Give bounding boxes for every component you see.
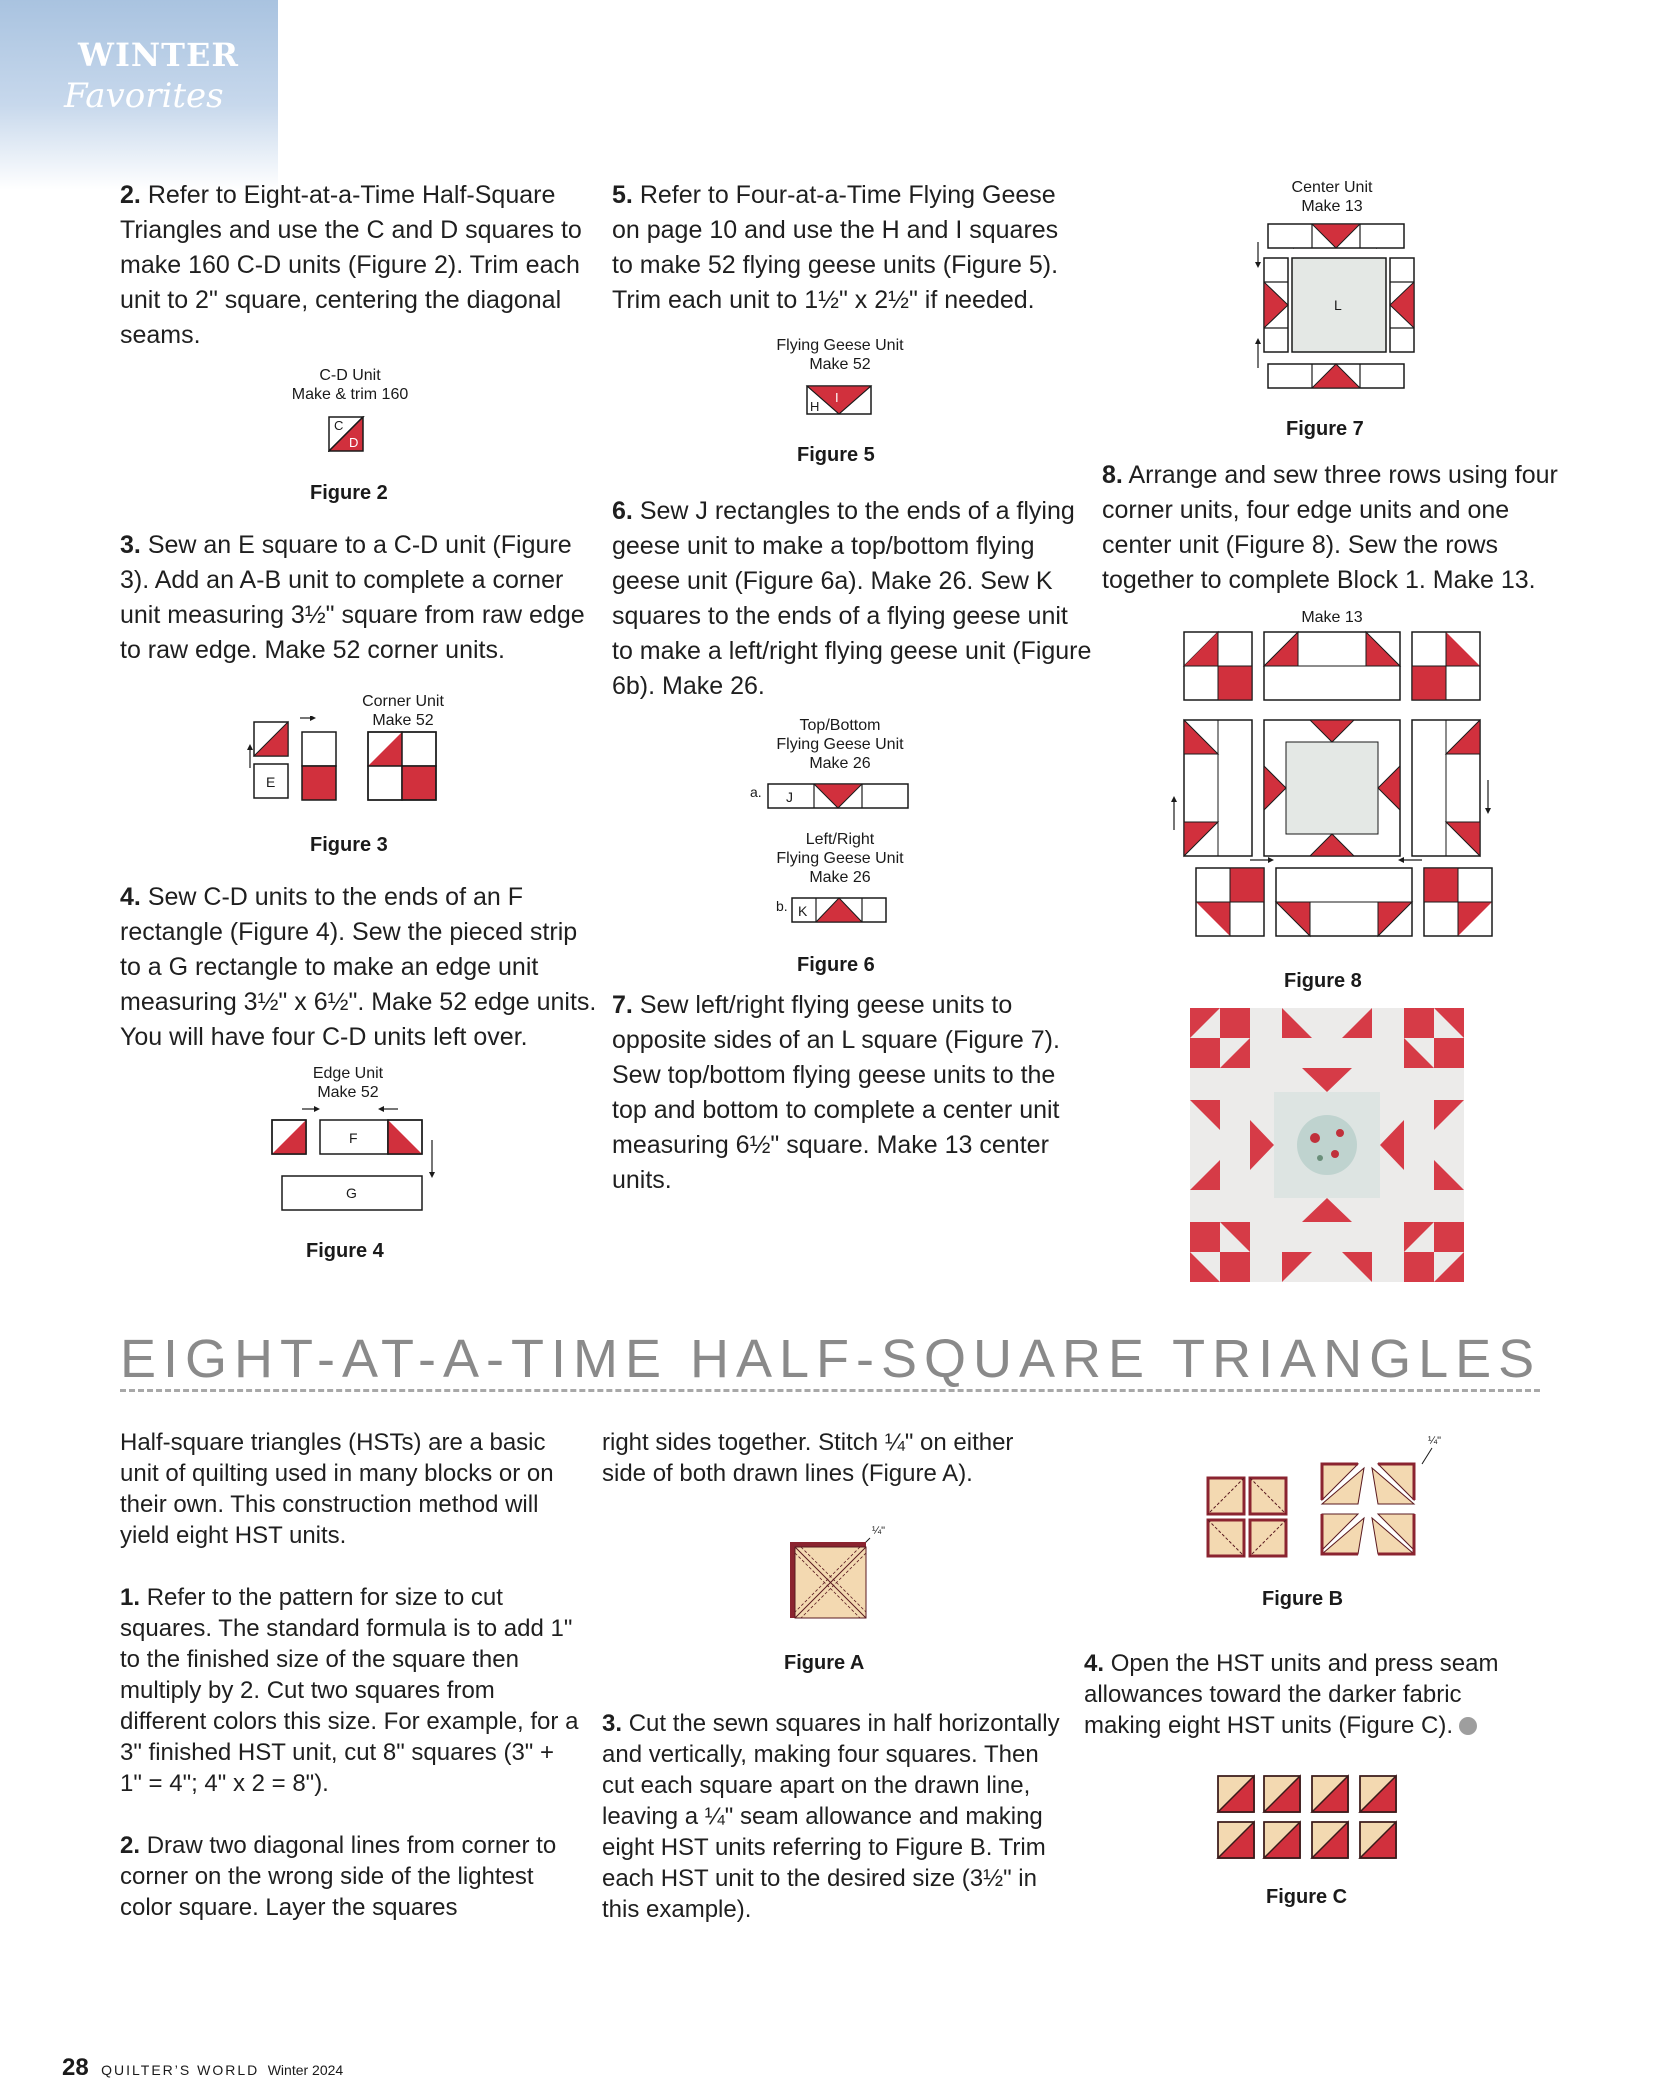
step-4-text: Sew C-D units to the ends of an F rectangle (Figure 4). Sew the pieced strip to a G rectangle to make an edge unit measuring 3½" x 6½". Make 52 edge units. You will have four C-D units left over. [120,883,597,1051]
fig2-label [250,366,450,404]
fig4-g-label: G [346,1185,357,1201]
quilt-block-photo [1190,1008,1464,1282]
fig5-i-label: I [835,390,839,405]
fig4-f-label: F [349,1130,358,1146]
fig7-l-label: L [1334,297,1342,313]
hst-intro: Half-square triangles (HSTs) are a basic unit of quilting used in many blocks or on their own. This construction method will yield eight HST units. [120,1429,554,1549]
fig6b-label [755,830,925,887]
step-4-num: 4. [120,883,141,911]
hst-col-1 [120,1427,582,1923]
issue-date: Winter 2024 [267,2062,344,2078]
step-3 [120,528,600,668]
fig6a-label1: Top/Bottom [799,717,881,734]
fig6a-label [755,716,925,773]
figC-drawing [1216,1774,1402,1864]
fig8-caption: Figure 8 [1284,970,1362,992]
fig3-label1: Corner Unit [362,693,444,710]
hst-step-3-num: 3. [602,1710,623,1737]
hst-step-1-num: 1. [120,1584,141,1611]
fig3-caption: Figure 3 [310,834,388,856]
step-3-num: 3. [120,531,141,559]
fig2-drawing [328,416,370,452]
fig6b-label1: Left/Right [805,831,875,848]
fig7-label1: Center Unit [1291,179,1373,196]
fig7-drawing [1252,218,1416,396]
figB-quarter-label: ¼" [1428,1435,1442,1447]
fig6b-drawing [776,894,890,926]
hst-step-1 [120,1582,582,1799]
fig6b-k-label: K [798,903,808,919]
fig3-drawing [240,716,446,808]
hst-col-2 [602,1427,1062,1489]
step-4 [120,880,600,1055]
step-7-num: 7. [612,991,633,1019]
header-badge [0,0,278,190]
hst-step-4-text: Open the HST units and press seam allowances toward the darker fabric making eight HST units (Figure C). [1084,1650,1499,1739]
hst-step-2-cont: right sides together. Stitch ¼" on either side of both drawn lines (Figure A). [602,1429,1014,1487]
figB-caption: Figure B [1262,1588,1344,1610]
fig6-caption: Figure 6 [797,954,875,976]
end-dot-icon [1459,1717,1477,1735]
step-2-text: Refer to Eight-at-a-Time Half-Square Triangles and use the C and D squares to make 160 C-D units (Figure 2). Trim each unit to 2" square, centering the diagonal seams. [120,181,582,349]
fig7-label [1262,178,1402,216]
fig2-label2: Make & trim 160 [291,386,409,403]
step-6-num: 6. [612,497,633,525]
fig8-drawing [1170,630,1494,940]
fig6a-label3: Make 26 [809,755,871,772]
fig3-e-label: E [266,774,276,790]
figA-caption: Figure A [784,1652,865,1674]
magazine-name: QUILTER’S WORLD [101,2062,260,2078]
fig5-h-label: H [810,399,820,414]
fig6a-drawing [750,780,912,812]
section-divider [120,1389,1540,1392]
fig7-caption: Figure 7 [1286,418,1364,440]
fig4-drawing [270,1104,440,1216]
page-footer [62,2054,343,2082]
step-8 [1102,458,1562,598]
header-winter: WINTER [78,36,239,74]
fig6b-b-label: b. [776,898,788,914]
hst-step-2 [120,1830,582,1923]
hst-step-2-num: 2. [120,1832,141,1859]
hst-step-2-text: Draw two diagonal lines from corner to corner on the wrong side of the lightest color square. Layer the squares [120,1832,557,1921]
step-3-text: Sew an E square to a C-D unit (Figure 3). Add an A-B unit to complete a corner unit measuring 3½" square from raw edge to raw edge. Make 52 corner units. [120,531,585,664]
fig5-caption: Figure 5 [797,444,875,466]
step-7-text: Sew left/right flying geese units to opposite sides of an L square (Figure 7). Sew top/bottom flying geese units to the top and bottom to complete a center unit measuring 6½" square. Make 13 center units. [612,991,1060,1194]
fig4-label1: Edge Unit [312,1065,384,1082]
hst-step-3 [602,1708,1064,1925]
fig4-caption: Figure 4 [306,1240,384,1262]
hst-step-3-text: Cut the sewn squares in half horizontally and vertically, making four squares. Then cut each square apart on the drawn line, leaving a ¼" seam allowance and making eight HST units referring to Figure B. Trim each HST unit to the desired size (3½" in this example). [602,1710,1060,1923]
fig5-label2: Make 52 [809,356,871,373]
fig2-caption: Figure 2 [310,482,388,504]
fig8-label: Make 13 [1301,609,1363,626]
figC-caption: Figure C [1266,1886,1348,1908]
step-8-text: Arrange and sew three rows using four corner units, four edge units and one center unit (Figure 8). Sew the rows together to complete Block 1. Make 13. [1102,461,1558,594]
header-favorites: Favorites [64,76,224,116]
fig6a-j-label: J [786,789,793,805]
step-5-text: Refer to Four-at-a-Time Flying Geese on page 10 and use the H and I squares to make 52 flying geese units (Figure 5). Trim each unit to 1½" x 2½" if needed. [612,181,1059,314]
step-2 [120,178,590,353]
hst-step-4 [1084,1648,1504,1741]
section-title: EIGHT-AT-A-TIME HALF-SQUARE TRIANGLES [120,1329,1542,1389]
fig5-label1: Flying Geese Unit [776,337,904,354]
step-7 [612,988,1092,1198]
hst-step-1-text: Refer to the pattern for size to cut squares. The standard formula is to add 1" to the finished size of the square then multiply by 2. Cut two squares from different colors this size. For example, for a 3" finished HST unit, cut 8" squares (3" + 1" = 4"; 4" x 2 = 8"). [120,1584,579,1797]
figA-quarter-label: ¼" [872,1525,886,1537]
hst-step-4-num: 4. [1084,1650,1105,1677]
fig7-label2: Make 13 [1301,198,1363,215]
step-5 [612,178,1082,318]
step-6-text: Sew J rectangles to the ends of a flying geese unit to make a top/bottom flying geese unit (Figure 6a). Make 26. Sew K squares to the ends of a flying geese unit to make a left/right flying geese unit (Figure 6b). Make 26. [612,497,1092,700]
figA-drawing [786,1518,896,1628]
fig6a-label2: Flying Geese Unit [776,736,904,753]
fig6b-label2: Flying Geese Unit [776,850,904,867]
step-5-num: 5. [612,181,633,209]
fig4-label2: Make 52 [317,1084,379,1101]
step-2-num: 2. [120,181,141,209]
fig2-c-label: C [334,418,344,433]
figB-drawing [1200,1428,1450,1568]
step-8-num: 8. [1102,461,1123,489]
fig3-label2: Make 52 [372,712,434,729]
fig2-label1: C-D Unit [319,367,381,384]
fig4-label [278,1064,418,1102]
fig2-d-label: D [349,435,359,450]
fig5-drawing [805,384,875,416]
page-number: 28 [62,2054,89,2081]
fig6a-a-label: a. [750,784,762,800]
fig5-label [755,336,925,374]
fig6b-label3: Make 26 [809,869,871,886]
step-6 [612,494,1092,704]
